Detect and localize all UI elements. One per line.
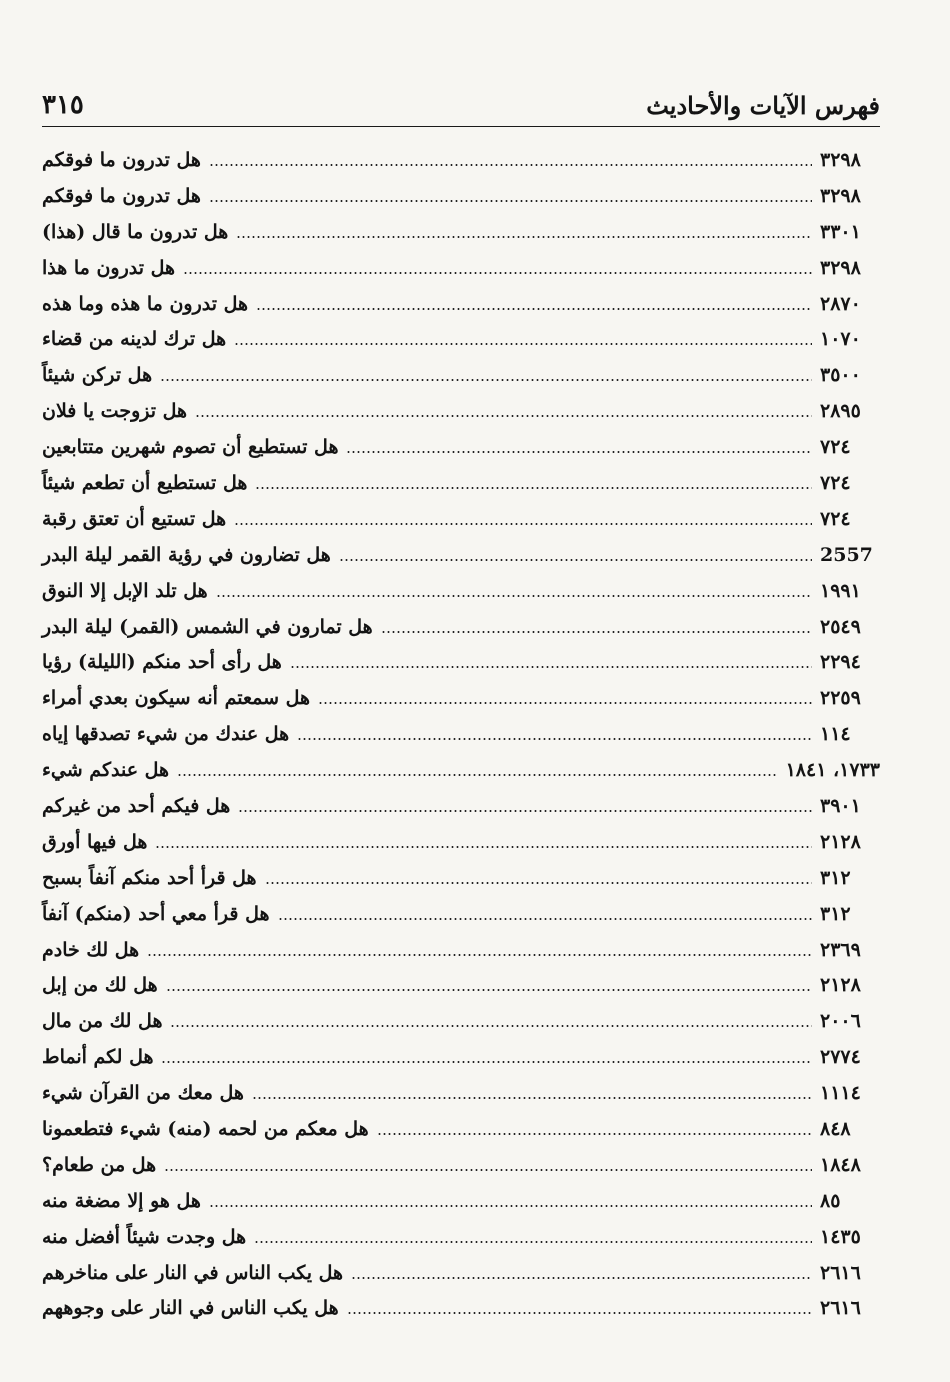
entry-text: هل تستطيع أن تصوم شهرين متتابعين bbox=[42, 436, 339, 459]
dot-leader bbox=[160, 379, 812, 381]
index-entry bbox=[42, 1219, 880, 1255]
dot-leader bbox=[234, 343, 812, 345]
dot-leader bbox=[209, 200, 812, 202]
entry-reference: ٣٩٠١ bbox=[820, 794, 861, 817]
entry-reference: ٨٥ bbox=[820, 1189, 841, 1212]
index-entry bbox=[42, 609, 880, 645]
index-entry bbox=[42, 716, 880, 752]
index-entry bbox=[42, 465, 880, 501]
entry-text: هل عندكم شيء bbox=[42, 759, 170, 782]
index-entry bbox=[42, 967, 880, 1003]
entry-reference: ١٧٣٣، ١٨٤١ bbox=[785, 759, 880, 782]
entry-text: هل قرأ أحد منكم آنفاً بسبح bbox=[42, 866, 257, 889]
dot-leader bbox=[290, 666, 812, 668]
index-entry bbox=[42, 286, 880, 322]
index-entry bbox=[42, 214, 880, 250]
entry-text: هل لك من إبل bbox=[42, 974, 158, 997]
entry-reference: ١٩٩١ bbox=[820, 579, 861, 602]
dot-leader bbox=[351, 1277, 812, 1279]
index-entry bbox=[42, 393, 880, 429]
index-entry bbox=[42, 1075, 880, 1111]
dot-leader bbox=[161, 1061, 812, 1063]
entry-reference: ٢١٢٨ bbox=[820, 830, 861, 853]
entry-text: هل من طعام؟ bbox=[42, 1153, 157, 1176]
entry-text: هل تركن شيئاً bbox=[42, 364, 153, 387]
index-entry bbox=[42, 250, 880, 286]
index-entry bbox=[42, 1111, 880, 1147]
entry-reference: ٢٦١٦ bbox=[820, 1297, 861, 1320]
entry-reference: ٧٢٤ bbox=[820, 471, 851, 494]
index-entry bbox=[42, 573, 880, 609]
entry-text: هل تمارون في الشمس (القمر) ليلة البدر bbox=[42, 615, 373, 638]
entry-reference: ٢٢٩٤ bbox=[820, 651, 861, 674]
index-entry bbox=[42, 1147, 880, 1183]
entry-reference: ١١١٤ bbox=[820, 1082, 861, 1105]
dot-leader bbox=[254, 1241, 812, 1243]
entry-reference: ٣٥٠٠ bbox=[820, 364, 861, 387]
entry-reference: ٣٣٠١ bbox=[820, 220, 861, 243]
entry-text: هل سمعتم أنه سيكون بعدي أمراء bbox=[42, 687, 311, 710]
index-entry bbox=[42, 142, 880, 178]
index-entry bbox=[42, 680, 880, 716]
index-entry bbox=[42, 1291, 880, 1327]
entry-reference: ١١٤ bbox=[820, 723, 851, 746]
index-entry bbox=[42, 357, 880, 393]
entry-reference: ١٤٣٥ bbox=[820, 1225, 861, 1248]
index-entry bbox=[42, 1183, 880, 1219]
dot-leader bbox=[256, 308, 812, 310]
page-title: فهرس الآيات والأحاديث bbox=[646, 91, 880, 120]
entry-reference: ٣٢٩٨ bbox=[820, 184, 861, 207]
entry-text: هل تزوجت يا فلان bbox=[42, 400, 188, 423]
entry-reference: ٧٢٤ bbox=[820, 436, 851, 459]
index-entry bbox=[42, 896, 880, 932]
dot-leader bbox=[265, 882, 812, 884]
index-entry bbox=[42, 429, 880, 465]
entry-text: هل تستطيع أن تطعم شيئاً bbox=[42, 471, 248, 494]
dot-leader bbox=[236, 236, 812, 238]
entry-text: هل تدرون ما فوقكم bbox=[42, 148, 201, 171]
dot-leader bbox=[183, 272, 812, 274]
entry-text: هل وجدت شيئاً أفضل منه bbox=[42, 1225, 247, 1248]
entry-reference: ٣٢٩٨ bbox=[820, 148, 861, 171]
index-entry bbox=[42, 932, 880, 968]
index-entry bbox=[42, 860, 880, 896]
index-entry bbox=[42, 824, 880, 860]
dot-leader bbox=[166, 989, 812, 991]
dot-leader bbox=[377, 1133, 812, 1135]
entry-text: هل تضارون في رؤية القمر ليلة البدر bbox=[42, 543, 331, 566]
entry-text: هل تدرون ما قال (هذا) bbox=[42, 220, 229, 243]
dot-leader bbox=[170, 1025, 812, 1027]
index-entry bbox=[42, 501, 880, 537]
entry-text: هل تدرون ما فوقكم bbox=[42, 184, 201, 207]
entry-reference: ٧٢٤ bbox=[820, 507, 851, 530]
dot-leader bbox=[339, 559, 812, 561]
entry-reference: ٢٨٧٠ bbox=[820, 292, 861, 315]
dot-leader bbox=[195, 415, 812, 417]
index-entry bbox=[42, 537, 880, 573]
dot-leader bbox=[346, 451, 812, 453]
entry-reference: ٨٤٨ bbox=[820, 1117, 851, 1140]
page-header bbox=[42, 80, 880, 120]
dot-leader bbox=[216, 595, 812, 597]
entry-text: هل معك من القرآن شيء bbox=[42, 1082, 244, 1105]
entry-reference: ٢٨٩٥ bbox=[820, 400, 861, 423]
index-entry bbox=[42, 1255, 880, 1291]
dot-leader bbox=[381, 631, 812, 633]
entry-text: هل عندك من شيء تصدقها إياه bbox=[42, 723, 290, 746]
entry-reference: ٣١٢ bbox=[820, 866, 851, 889]
entry-text: هل لك من مال bbox=[42, 1010, 163, 1033]
dot-leader bbox=[147, 954, 812, 956]
entry-text: هل يكب الناس في النار على وجوههم bbox=[42, 1297, 339, 1320]
entry-text: هل قرأ معي أحد (منكم) آنفاً bbox=[42, 902, 270, 925]
dot-leader bbox=[209, 164, 812, 166]
entry-text: هل ترك لدينه من قضاء bbox=[42, 328, 227, 351]
entry-text: هل تستيع أن تعتق رقبة bbox=[42, 507, 227, 530]
entry-reference: ٢١٢٨ bbox=[820, 974, 861, 997]
dot-leader bbox=[155, 846, 812, 848]
dot-leader bbox=[234, 523, 812, 525]
entry-text: هل تدرون ما هذه وما هذه bbox=[42, 292, 249, 315]
entry-reference: ١٠٧٠ bbox=[820, 328, 861, 351]
entry-reference: ٣٢٩٨ bbox=[820, 256, 861, 279]
dot-leader bbox=[238, 810, 812, 812]
entry-reference: ٢٢٥٩ bbox=[820, 687, 861, 710]
page-number: ٣١٥ bbox=[42, 90, 84, 120]
dot-leader bbox=[297, 738, 812, 740]
dot-leader bbox=[252, 1097, 812, 1099]
index-entry bbox=[42, 321, 880, 357]
entry-text: هل معكم من لحمه (منه) شيء فتطعمونا bbox=[42, 1117, 369, 1140]
dot-leader bbox=[255, 487, 812, 489]
entry-text: هل تدرون ما هذا bbox=[42, 256, 176, 279]
entry-reference: ٢٧٧٤ bbox=[820, 1046, 861, 1069]
dot-leader bbox=[318, 702, 812, 704]
dot-leader bbox=[164, 1169, 812, 1171]
index-entry bbox=[42, 752, 880, 788]
dot-leader bbox=[177, 774, 778, 776]
entry-text: هل لك خادم bbox=[42, 938, 140, 961]
entry-reference: ٢٣٦٩ bbox=[820, 938, 861, 961]
entry-reference: ١٨٤٨ bbox=[820, 1153, 861, 1176]
dot-leader bbox=[209, 1205, 812, 1207]
index-entry bbox=[42, 1003, 880, 1039]
index-entry bbox=[42, 178, 880, 214]
entry-text: هل رأى أحد منكم (الليلة) رؤيا bbox=[42, 651, 282, 674]
entry-text: هل هو إلا مضغة منه bbox=[42, 1189, 201, 1212]
entry-reference: ٢٦١٦ bbox=[820, 1261, 861, 1284]
entry-reference: 2557 bbox=[820, 543, 873, 566]
index-entry bbox=[42, 1039, 880, 1075]
entry-reference: ٢٠٠٦ bbox=[820, 1010, 861, 1033]
dot-leader bbox=[278, 918, 813, 920]
dot-leader bbox=[347, 1312, 812, 1314]
entry-reference: ٣١٢ bbox=[820, 902, 851, 925]
entry-text: هل تلد الإبل إلا النوق bbox=[42, 579, 208, 602]
entry-reference: ٢٥٤٩ bbox=[820, 615, 861, 638]
index-entry bbox=[42, 788, 880, 824]
entry-text: هل يكب الناس في النار على مناخرهم bbox=[42, 1261, 344, 1284]
entry-text: هل لكم أنماط bbox=[42, 1046, 154, 1069]
index-entry bbox=[42, 644, 880, 680]
entry-text: هل فيها أورق bbox=[42, 830, 148, 853]
header-rule bbox=[42, 126, 880, 127]
index-entries bbox=[42, 142, 880, 1326]
entry-text: هل فيكم أحد من غيركم bbox=[42, 794, 231, 817]
